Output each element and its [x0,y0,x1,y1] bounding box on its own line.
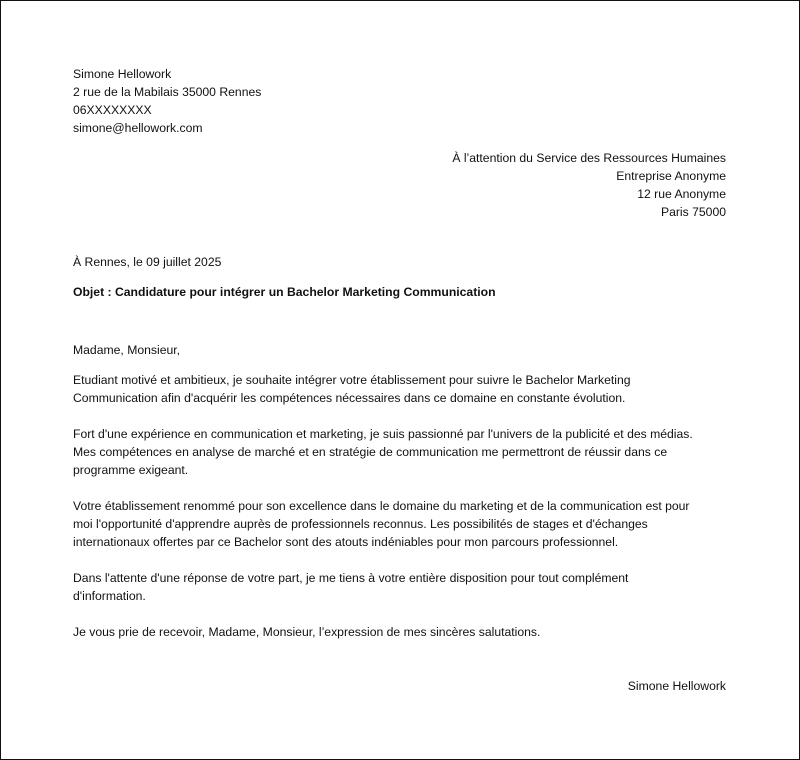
recipient-block [452,149,726,221]
paragraph-line: programme exigeant. [73,463,189,477]
sender-address: 2 rue de la Mabilais 35000 Rennes [73,85,262,99]
letter-subject: Objet : Candidature pour intégrer un Bachelor Marketing Communication [73,285,496,299]
paragraph-line: moi l'opportunité d'apprendre auprès de professionnels reconnus. Les possibilités de stages et d'échanges [73,517,648,531]
recipient-street: 12 rue Anonyme [637,187,726,201]
sender-phone: 06XXXXXXXX [73,103,152,117]
paragraph-line: Mes compétences en analyse de marché et en stratégie de communication me permettront de réussir dans ce [73,445,668,459]
paragraph-line: Communication afin d'acquérir les compétences nécessaires dans ce domaine en constante évolution. [73,391,626,405]
paragraph-line: Etudiant motivé et ambitieux, je souhaite intégrer votre établissement pour suivre le Bachelor Marketing [73,373,631,387]
paragraph-line: Dans l'attente d'une réponse de votre part, je me tiens à votre entière disposition pour tout complément [73,571,629,585]
recipient-attention: À l’attention du Service des Ressources Humaines [452,151,726,165]
sender-email: simone@hellowork.com [73,121,203,135]
paragraph-line: d'information. [73,589,146,603]
paragraph-line: Votre établissement renommé pour son excellence dans le domaine du marketing et de la communication est pour [73,499,690,513]
body-paragraph-4 [73,569,733,605]
letter-signature: Simone Hellowork [627,679,726,693]
letter-closing: Je vous prie de recevoir, Madame, Monsieur, l’expression de mes sincères salutations. [73,625,541,639]
body-paragraph-3 [73,497,733,551]
body-paragraph-1 [73,371,733,407]
letter-greeting: Madame, Monsieur, [73,343,181,357]
recipient-company: Entreprise Anonyme [616,169,726,183]
paragraph-line: Fort d'une expérience en communication et marketing, je suis passionné par l'univers de la publicité et des médias. [73,427,693,441]
body-paragraph-2 [73,425,733,479]
paragraph-line: internationaux offertes par ce Bachelor sont des atouts indéniables pour mon parcours professionnel. [73,535,619,549]
recipient-city: Paris 75000 [660,205,726,219]
sender-block [73,65,261,137]
letter-date: À Rennes, le 09 juillet 2025 [73,255,222,269]
sender-name: Simone Hellowork [73,67,172,81]
